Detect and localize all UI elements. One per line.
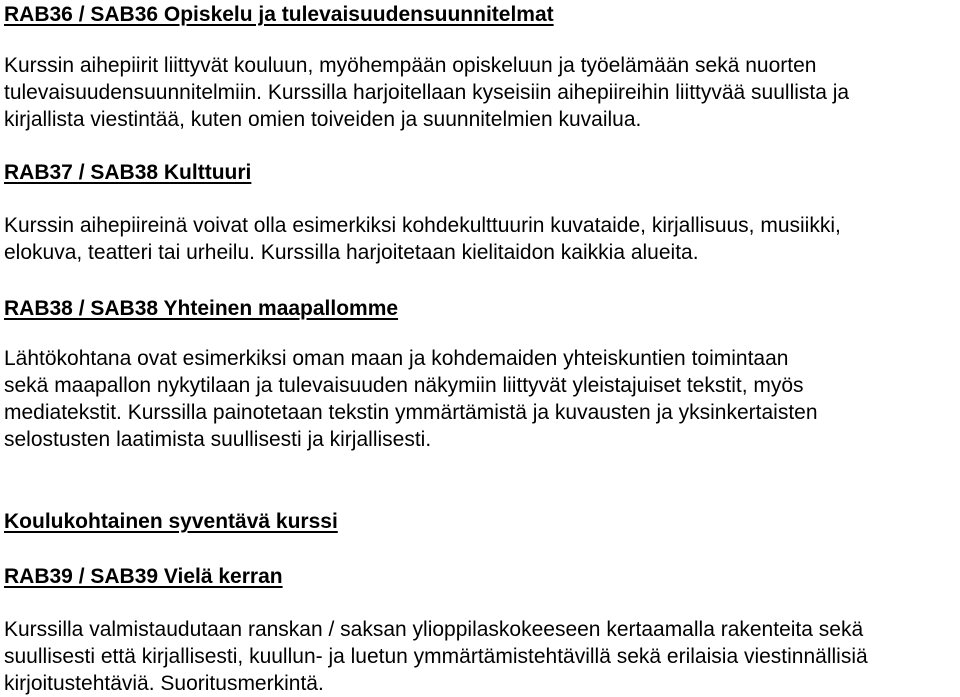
course-description-rab38 — [4, 345, 818, 453]
course-description-rab36 — [4, 52, 849, 133]
text-line: elokuva, teatteri tai urheilu. Kurssilla harjoitetaan kielitaidon kaikkia alueita. — [4, 241, 699, 264]
text-line: Kurssin aihepiirit liittyvät kouluun, myöhempään opiskeluun ja työelämään sekä nuorten — [4, 54, 817, 77]
section-heading-koulukohtainen: Koulukohtainen syventävä kurssi — [4, 510, 338, 533]
text-line: selostusten laatimista suullisesti ja kirjallisesti. — [4, 428, 432, 451]
text-line: Lähtökohtana ovat esimerkiksi oman maan ja kohdemaiden yhteiskuntien toimintaan — [4, 347, 789, 370]
text-line: Kurssin aihepiireinä voivat olla esimerkiksi kohdekulttuurin kuvataide, kirjallisuus, musiikki, — [4, 214, 841, 237]
course-description-rab39 — [4, 616, 868, 697]
course-heading-rab39: RAB39 / SAB39 Vielä kerran — [4, 565, 283, 588]
text-line: kirjoitustehtäviä. Suoritusmerkintä. — [4, 672, 324, 695]
text-line: kirjallista viestintää, kuten omien toiveiden ja suunnitelmien kuvailua. — [4, 108, 642, 131]
course-description-rab37 — [4, 212, 841, 266]
course-heading-rab38: RAB38 / SAB38 Yhteinen maapallomme — [4, 297, 399, 320]
course-heading-rab36: RAB36 / SAB36 Opiskelu ja tulevaisuudensuunnitelmat — [4, 3, 554, 26]
text-line: Kurssilla valmistaudutaan ranskan / saksan ylioppilaskokeeseen kertaamalla rakenteita sekä — [4, 618, 864, 641]
text-line: mediatekstit. Kurssilla painotetaan tekstin ymmärtämistä ja kuvausten ja yksinkertaisten — [4, 401, 818, 424]
course-heading-rab37: RAB37 / SAB38 Kulttuuri — [4, 161, 252, 184]
text-line: sekä maapallon nykytilaan ja tulevaisuuden näkymiin liittyvät yleistajuiset tekstit, myös — [4, 374, 804, 397]
text-line: tulevaisuudensuunnitelmiin. Kurssilla harjoitellaan kyseisiin aihepiireihin liittyvää suullista ja — [4, 81, 850, 104]
text-line: suullisesti että kirjallisesti, kuullun- ja luetun ymmärtämistehtävillä sekä erilaisia viestinnällisiä — [4, 645, 868, 668]
